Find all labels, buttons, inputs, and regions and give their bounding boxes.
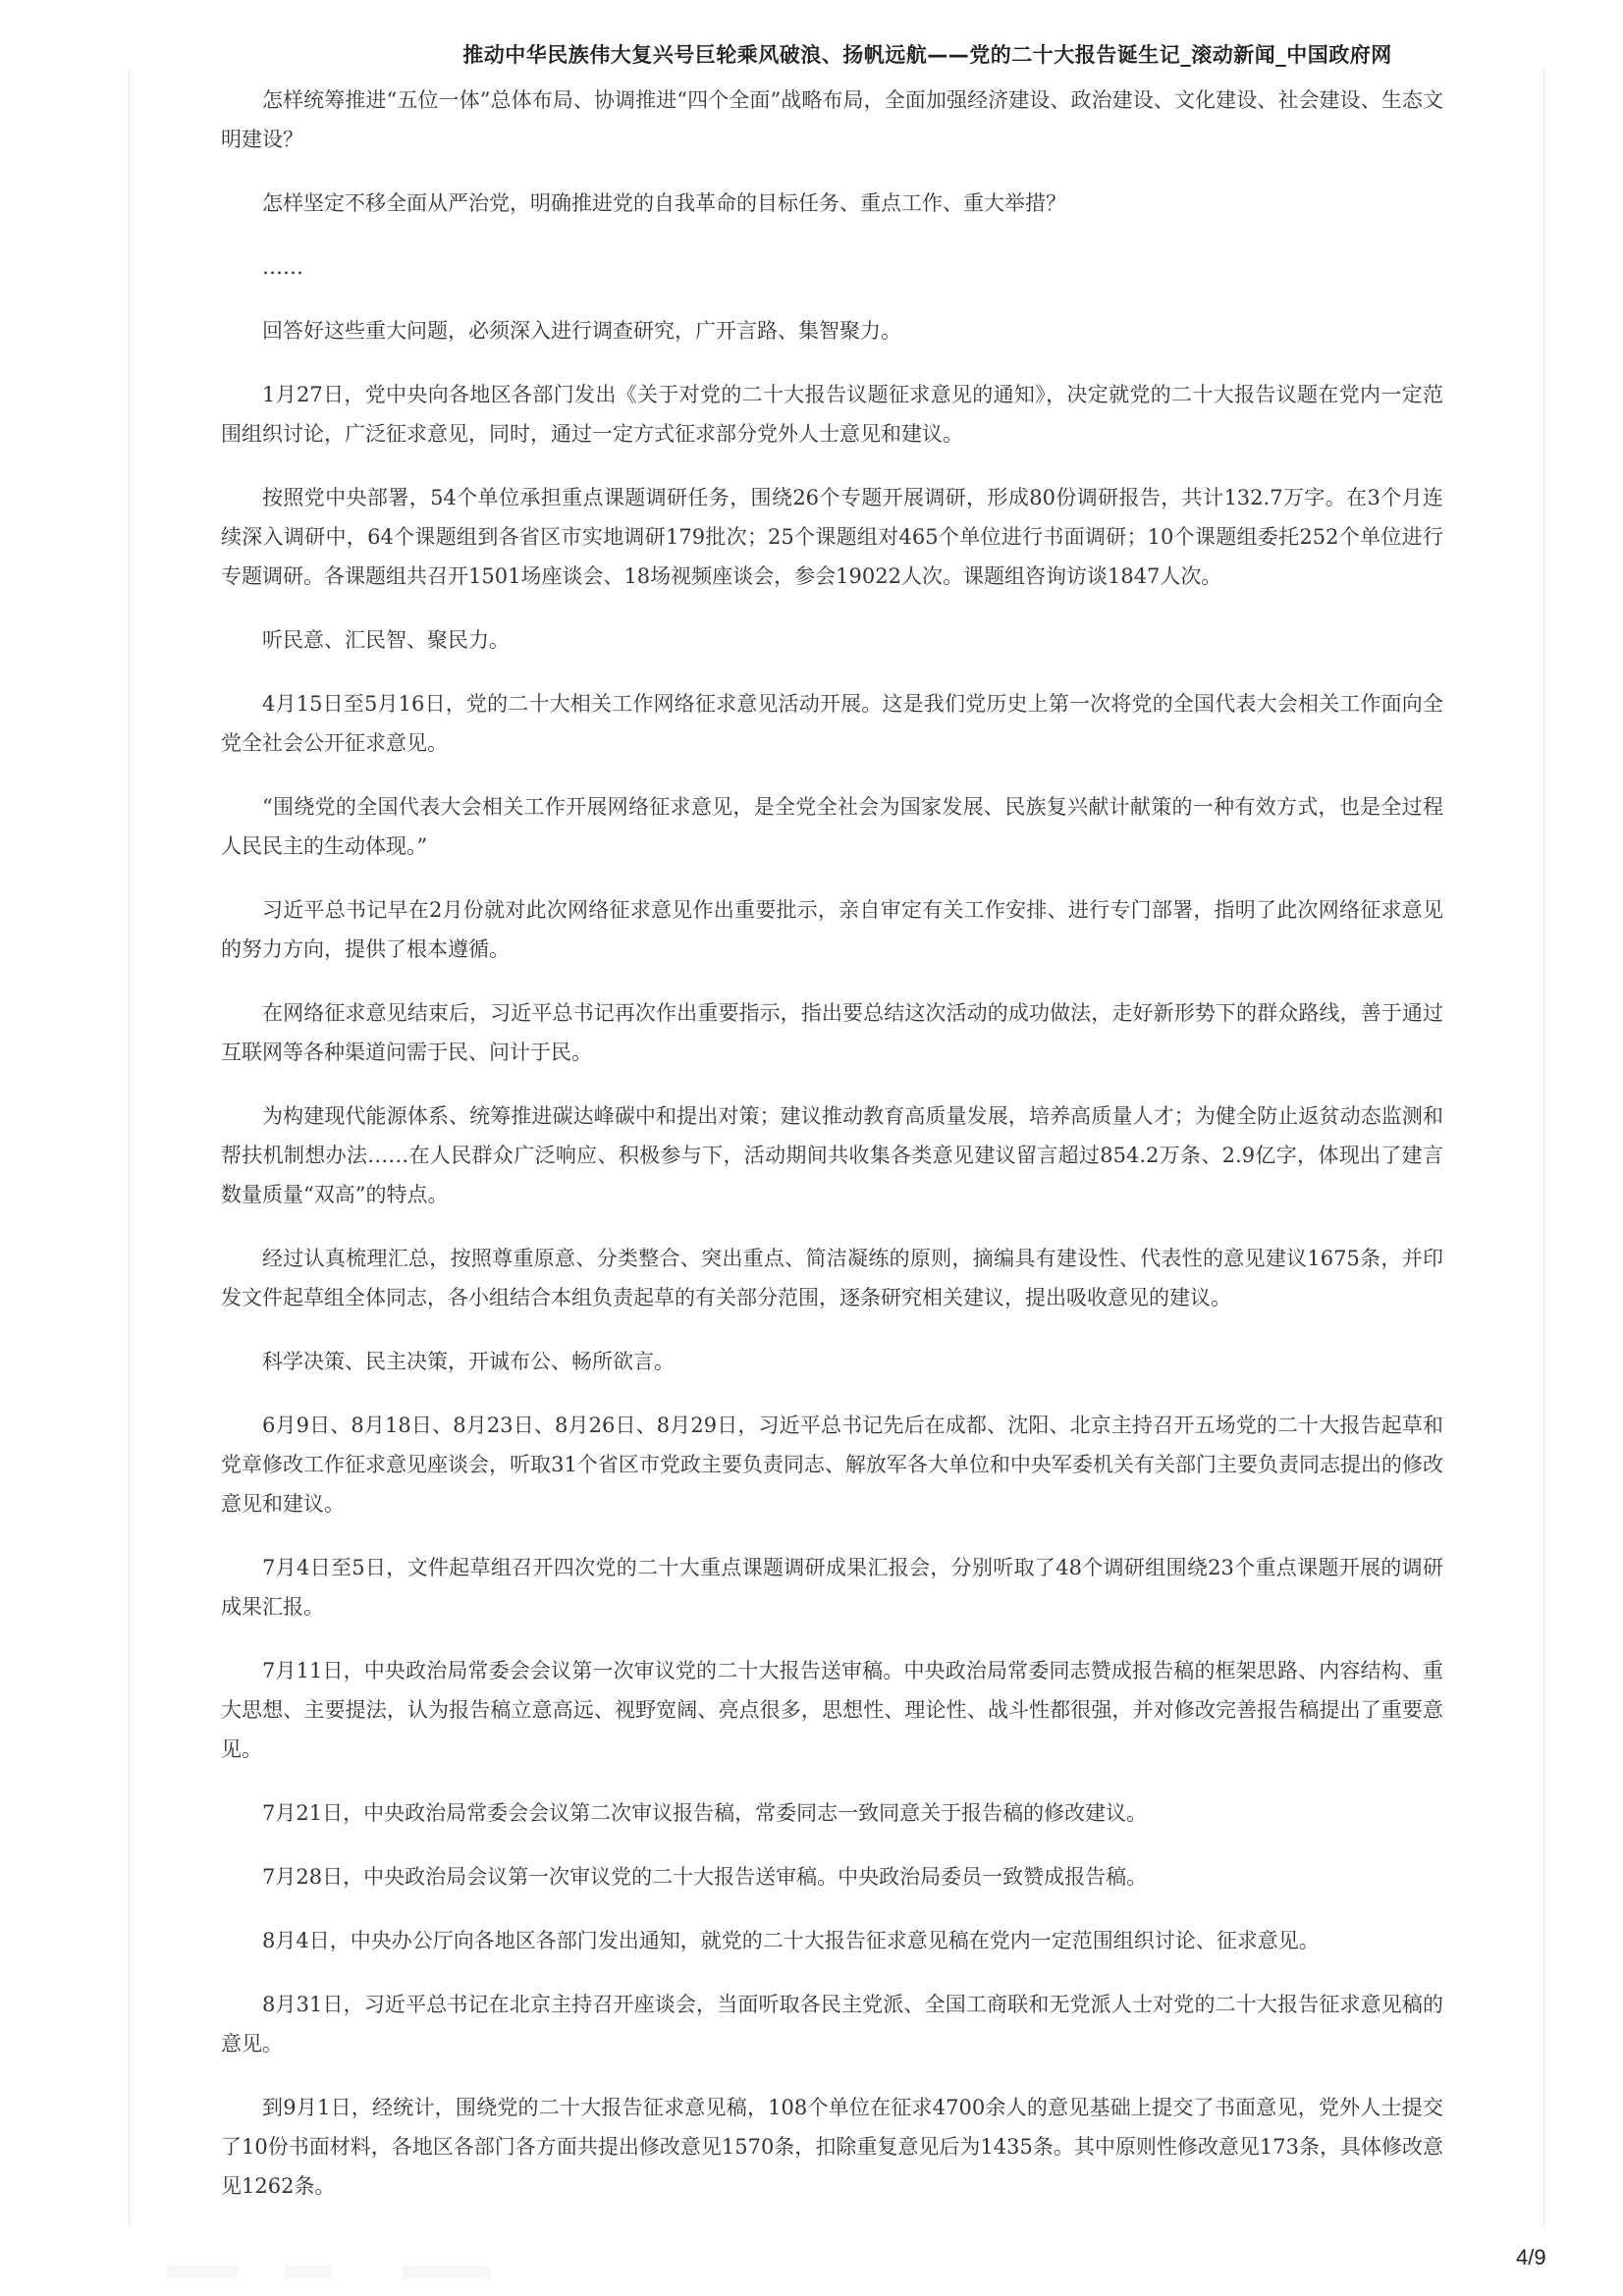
paragraph: 怎样统筹推进“五位一体”总体布局、协调推进“四个全面”战略布局，全面加强经济建设、政治建设、文化建设、社会建设、生态文明建设？ <box>221 88 1443 151</box>
paragraph: “围绕党的全国代表大会相关工作开展网络征求意见，是全党全社会为国家发展、民族复兴献计献策的一种有效方式，也是全过程人民民主的生动体现。” <box>221 795 1443 858</box>
paragraph: 6月9日、8月18日、8月23日、8月26日、8月29日，习近平总书记先后在成都、沈阳、北京主持召开五场党的二十大报告起草和党章修改工作征求意见座谈会，听取31个省区市党政主要负责同志、解放军各大单位和中央军委机关有关部门主要负责同志提出的修改意见和建议。 <box>221 1414 1443 1516</box>
paragraph: 7月28日，中央政治局会议第一次审议党的二十大报告送审稿。中央政治局委员一致赞成报告稿。 <box>262 1865 1148 1889</box>
paragraph: 7月4日至5日，文件起草组召开四次党的二十大重点课题调研成果汇报会，分别听取了48个调研组围绕23个重点课题开展的调研成果汇报。 <box>221 1556 1443 1619</box>
paragraph: 到9月1日，经统计，围绕党的二十大报告征求意见稿，108个单位在征求4700余人的意见基础上提交了书面意见，党外人士提交了10份书面材料，各地区各部门各方面共提出修改意见1570条，扣除重复意见后为1435条。其中原则性修改意见173条，具体修改意见1262条。 <box>221 2096 1443 2198</box>
page-header <box>0 39 1623 69</box>
article-body <box>221 80 1443 2230</box>
paragraph: 科学决策、民主决策，开诚布公、畅所欲言。 <box>262 1350 675 1373</box>
paragraph: 按照党中央部署，54个单位承担重点课题调研任务，围绕26个专题开展调研，形成80份调研报告，共计132.7万字。在3个月连续深入调研中，64个课题组到各省区市实地调研179批次；25个课题组对465个单位进行书面调研；10个课题组委托252个单位进行专题调研。各课题组共召开1501场座谈会、18场视频座谈会，参会19022人次。课题组咨询访谈1847人次。 <box>221 486 1443 588</box>
paragraph: 为构建现代能源体系、统筹推进碳达峰碳中和提出对策；建议推动教育高质量发展，培养高质量人才；为健全防止返贫动态监测和帮扶机制想办法……在人民群众广泛响应、积极参与下，活动期间共收集各类意见建议留言超过854.2万条、2.9亿字，体现出了建言数量质量“双高”的特点。 <box>221 1104 1443 1206</box>
paragraph: …… <box>262 255 303 279</box>
paragraph: 怎样坚定不移全面从严治党，明确推进党的自我革命的目标任务、重点工作、重大举措？ <box>262 191 1066 215</box>
paragraph: 听民意、汇民智、聚民力。 <box>262 628 510 652</box>
faint-footer-artifact <box>167 2266 756 2279</box>
paragraph: 1月27日，党中央向各地区各部门发出《关于对党的二十大报告议题征求意见的通知》，决定就党的二十大报告议题在党内一定范围组织讨论，广泛征求意见，同时，通过一定方式征求部分党外人士意见和建议。 <box>221 383 1443 446</box>
paragraph: 4月15日至5月16日，党的二十大相关工作网络征求意见活动开展。这是我们党历史上第一次将党的全国代表大会相关工作面向全党全社会公开征求意见。 <box>221 692 1443 755</box>
page-title: 推动中华民族伟大复兴号巨轮乘风破浪、扬帆远航——党的二十大报告诞生记_滚动新闻_中国政府网 <box>462 43 1392 67</box>
paragraph: 习近平总书记早在2月份就对此次网络征求意见作出重要批示，亲自审定有关工作安排、进行专门部署，指明了此次网络征求意见的努力方向，提供了根本遵循。 <box>221 898 1443 961</box>
paragraph: 经过认真梳理汇总，按照尊重原意、分类整合、突出重点、简洁凝练的原则，摘编具有建设性、代表性的意见建议1675条，并印发文件起草组全体同志，各小组结合本组负责起草的有关部分范围，逐条研究相关建议，提出吸收意见的建议。 <box>221 1247 1443 1309</box>
page-number: 4/9 <box>1516 2245 1546 2269</box>
paragraph: 7月21日，中央政治局常委会会议第二次审议报告稿，常委同志一致同意关于报告稿的修改建议。 <box>262 1801 1148 1825</box>
paragraph: 7月11日，中央政治局常委会会议第一次审议党的二十大报告送审稿。中央政治局常委同志赞成报告稿的框架思路、内容结构、重大思想、主要提法，认为报告稿立意高远、视野宽阔、亮点很多，思想性、理论性、战斗性都很强，并对修改完善报告稿提出了重要意见。 <box>221 1659 1443 1761</box>
paragraph: 在网络征求意见结束后，习近平总书记再次作出重要指示，指出要总结这次活动的成功做法，走好新形势下的群众路线，善于通过互联网等各种渠道问需于民、问计于民。 <box>221 1001 1443 1064</box>
paragraph: 8月31日，习近平总书记在北京主持召开座谈会，当面听取各民主党派、全国工商联和无党派人士对党的二十大报告征求意见稿的意见。 <box>221 1993 1443 2056</box>
paragraph: 8月4日，中央办公厅向各地区各部门发出通知，就党的二十大报告征求意见稿在党内一定范围组织讨论、征求意见。 <box>262 1929 1320 1952</box>
paragraph: 回答好这些重大问题，必须深入进行调查研究，广开言路、集智聚力。 <box>262 319 901 343</box>
